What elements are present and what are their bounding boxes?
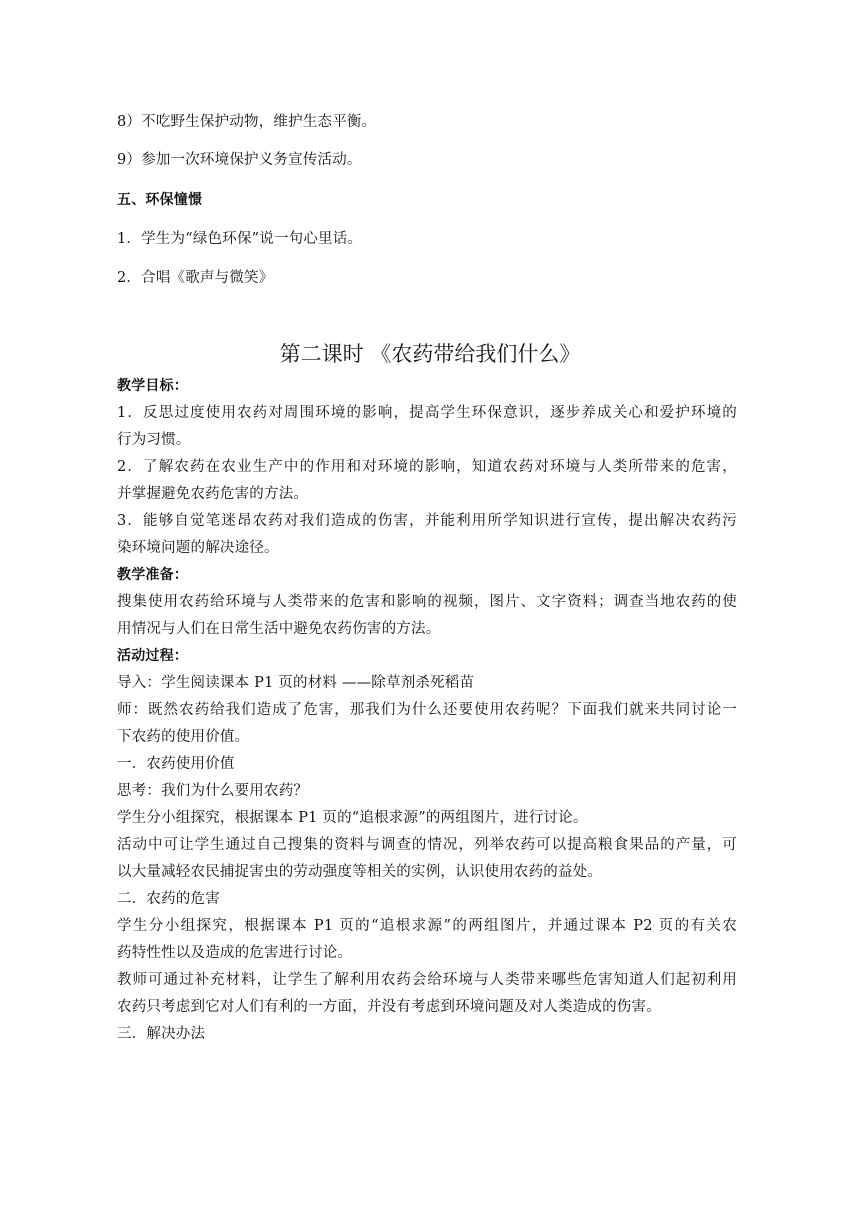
goal-3-line-2: 染环境问题的解决途径。	[117, 540, 279, 556]
group-explore-2-line-2: 药特性性以及造成的危害进行讨论。	[117, 945, 353, 961]
teacher-line-2: 下农药的使用价值。	[117, 729, 250, 745]
goal-3-line-1: 3．能够自觉笔迷昂农药对我们造成的伤害，并能利用所学知识进行宣传，提出解决农药污	[117, 513, 737, 529]
lesson-title: 第二课时 《农药带给我们什么》	[279, 342, 581, 366]
list-item-2: 2．合唱《歌声与微笑》	[117, 270, 274, 286]
prep-line-2: 用情况与人们在日常生活中避免农药伤害的方法。	[117, 621, 441, 637]
goal-1-line-1: 1．反思过度使用农药对周围环境的影响，提高学生环保意识，逐步养成关心和爱护环境的	[117, 405, 737, 421]
prep-line-1: 搜集使用农药给环境与人类带来的危害和影响的视频，图片、文字资料；调查当地农药的使	[117, 594, 737, 610]
supplement-line-1: 教师可通过补充材料，让学生了解利用农药会给环境与人类带来哪些危害知道人们起初利用	[117, 972, 737, 988]
list-item-9: 9）参加一次环境保护义务宣传活动。	[117, 152, 362, 168]
list-item-8: 8）不吃野生保护动物，维护生态平衡。	[117, 114, 377, 130]
supplement-line-2: 农药只考虑到它对人们有利的一方面，并没有考虑到环境问题及对人类造成的伤害。	[117, 999, 661, 1015]
goal-2-line-2: 并掌握避免农药危害的方法。	[117, 486, 309, 502]
process-heading: 活动过程：	[117, 648, 188, 664]
activity-line-2: 以大量减轻农民捕捉害虫的劳动强度等相关的实例，认识使用农药的益处。	[117, 864, 603, 880]
prep-heading: 教学准备：	[117, 567, 188, 583]
goal-2-line-1: 2．了解农药在农业生产中的作用和对环境的影响，知道农药对环境与人类所带来的危害，	[117, 459, 737, 475]
group-explore-2-line-1: 学生分小组探究，根据课本 P1 页的“追根求源”的两组图片，并通过课本 P2 页的有关农	[117, 918, 737, 934]
think-line: 思考：我们为什么要用农药？	[117, 783, 309, 799]
part-3-heading: 三．解决办法	[117, 1026, 206, 1042]
activity-line-1: 活动中可让学生通过自己搜集的资料与调查的情况，列举农药可以提高粮食果品的产量，可	[117, 837, 737, 853]
teacher-line-1: 师：既然农药给我们造成了危害，那我们为什么还要使用农药呢？下面我们就来共同讨论一	[117, 702, 737, 718]
part-2-heading: 二．农药的危害	[117, 891, 220, 907]
intro-line: 导入：学生阅读课本 P1 页的材料 ——除草剂杀死稻苗	[117, 675, 475, 691]
group-explore-1: 学生分小组探究，根据课本 P1 页的“追根求源”的两组图片，进行讨论。	[117, 810, 588, 826]
section-heading-five: 五、环保憧憬	[117, 192, 203, 208]
goals-heading: 教学目标：	[117, 378, 188, 394]
goal-1-line-2: 行为习惯。	[117, 432, 191, 448]
part-1-heading: 一．农药使用价值	[117, 756, 235, 772]
list-item-1: 1．学生为“绿色环保”说一句心里话。	[117, 231, 363, 247]
